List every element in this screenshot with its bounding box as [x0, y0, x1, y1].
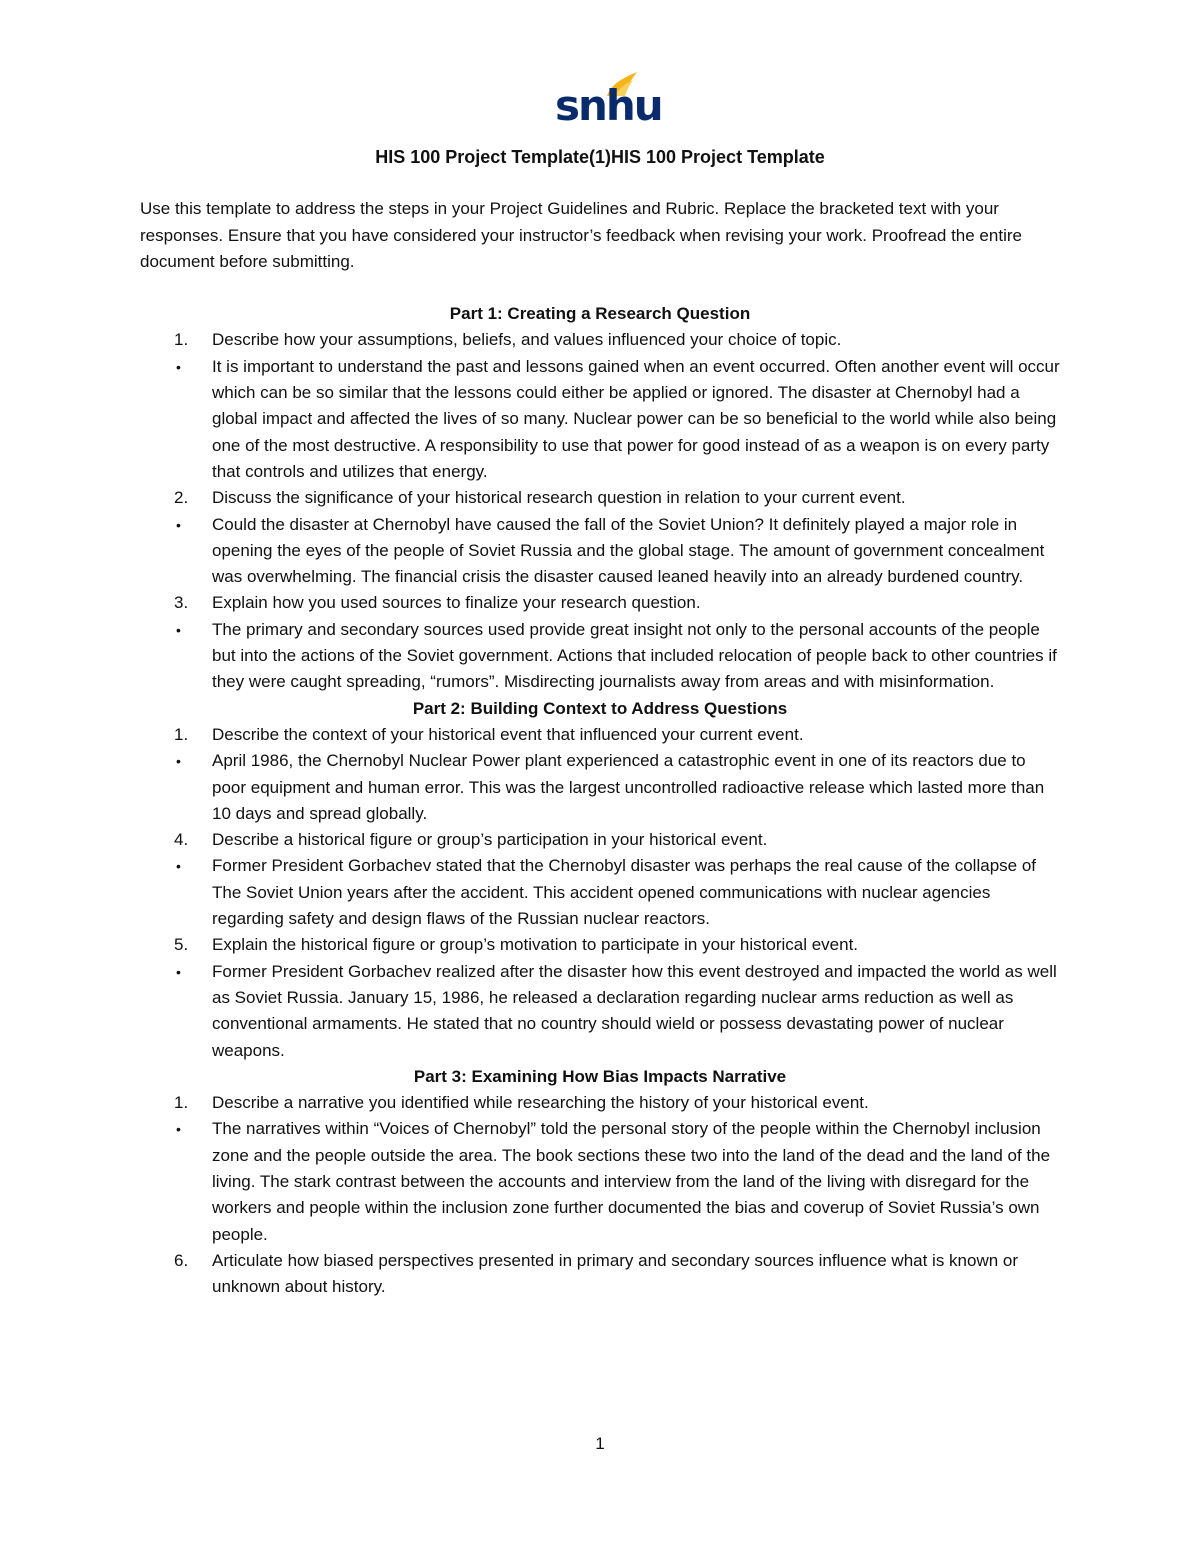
intro-paragraph: Use this template to address the steps in your Project Guidelines and Rubric. Replace the bracketed text with your responses. Ensure that you have considered your instructor’s feedback when revising your work. Proofread the entire document before submitting. [140, 199, 1022, 271]
list-number: 5. [174, 935, 189, 955]
list-number: 1. [174, 724, 189, 744]
list-number: 1. [174, 330, 189, 350]
part-heading: Part 1: Creating a Research Question [449, 304, 751, 324]
snhu-logo [555, 70, 662, 132]
list-item-text: Describe how your assumptions, beliefs, and values influenced your choice of topic. [212, 330, 842, 350]
list-item [140, 354, 1060, 485]
bullet-icon: • [176, 1121, 181, 1138]
list-item [140, 1248, 1060, 1301]
list-item [140, 827, 1060, 853]
list-item-text: It is important to understand the past and lessons gained when an event occurred. Often another event will occur which can be so similar that the lessons could either be applied or ignored. The disaster at Chernobyl had a global impact and affected the lives of so many. Nuclear power can be so beneficial to the world while also being one of the most destructive. A responsibility to use that power for good instead of as a weapon is on every party that controls and utilizes that energy. [212, 356, 1060, 481]
bullet-icon: • [176, 753, 181, 770]
part-heading: Part 3: Examining How Bias Impacts Narrative [413, 1066, 787, 1086]
list-item-text: April 1986, the Chernobyl Nuclear Power plant experienced a catastrophic event in one of its reactors due to poor equipment and human error. This was the largest uncontrolled radioactive release which lasted more than 10 days and spread globally. [212, 751, 1045, 823]
list-item-text: Describe a historical figure or group’s participation in your historical event. [212, 830, 768, 850]
list-number: 1. [174, 1093, 189, 1113]
list-item [140, 1090, 1060, 1116]
page-number: 1 [595, 1434, 605, 1453]
list-item-text: Discuss the significance of your historical research question in relation to your current event. [212, 488, 906, 508]
list-item [140, 512, 1060, 591]
part-3-section [140, 1064, 1060, 1301]
list-item [140, 617, 1060, 696]
document-title: HIS 100 Project Template(1)HIS 100 Project Template [375, 147, 825, 167]
document-body [140, 144, 1060, 1300]
list-item [140, 932, 1060, 958]
list-item [140, 722, 1060, 748]
list-item [140, 590, 1060, 616]
bullet-icon: • [176, 516, 181, 533]
part-2-section [140, 696, 1060, 1064]
list-number: 2. [174, 488, 189, 508]
list-item-text: Describe a narrative you identified while researching the history of your historical event. [212, 1093, 869, 1113]
list-item [140, 327, 1060, 353]
list-item-text: Articulate how biased perspectives presented in primary and secondary sources influence what is known or unknown about history. [212, 1250, 1019, 1297]
list-item [140, 748, 1060, 827]
list-item-text: Former President Gorbachev realized after the disaster how this event destroyed and impacted the world as well as Soviet Russia. January 15, 1986, he released a declaration regarding nuclear arms reduction as well as conventional armaments. He stated that no country should wield or possess devastating power of nuclear weapons. [212, 961, 1057, 1060]
list-item [140, 485, 1060, 511]
list-item-text: The primary and secondary sources used provide great insight not only to the personal accounts of the people but into the actions of the Soviet government. Actions that included relocation of people back to other countries if they were caught spreading, “rumors”. Misdirecting journalists away from areas and with misinformation. [212, 619, 1057, 692]
list-item-text: Could the disaster at Chernobyl have caused the fall of the Soviet Union? It definitely played a major role in opening the eyes of the people of Soviet Russia and the global stage. The amount of government concealment was overwhelming. The financial crisis the disaster caused leaned heavily into an already burdened country. [212, 514, 1045, 587]
bullet-icon: • [176, 358, 181, 375]
part-heading: Part 2: Building Context to Address Questions [412, 698, 788, 718]
list-item-text: Explain how you used sources to finalize your research question. [212, 593, 701, 613]
bullet-icon: • [176, 858, 181, 875]
list-item-text: The narratives within “Voices of Chernobyl” told the personal story of the people within the Chernobyl inclusion zone and the people outside the area. The book sections these two into the land of the dead and the land of the living. The stark contrast between the accounts and interview from the land of the living with disregard for the workers and people within the inclusion zone further documented the bias and coverup of Soviet Russia’s own people. [212, 1119, 1051, 1244]
list-number: 3. [174, 593, 189, 613]
list-item-text: Describe the context of your historical event that influenced your current event. [212, 724, 804, 744]
list-number: 6. [174, 1250, 189, 1270]
list-item [140, 853, 1060, 932]
list-item-text: Explain the historical figure or group’s motivation to participate in your historical event. [212, 935, 859, 955]
logo-wordmark: snhu [555, 81, 662, 130]
list-item-text: Former President Gorbachev stated that the Chernobyl disaster was perhaps the real cause of the collapse of The Soviet Union years after the accident. This accident opened communications with nuclear agencies regarding safety and design flaws of the Russian nuclear reactors. [212, 856, 1037, 929]
bullet-icon: • [176, 621, 181, 638]
part-1-section [140, 301, 1060, 695]
list-number: 4. [174, 830, 189, 850]
list-item [140, 1116, 1060, 1247]
bullet-icon: • [176, 963, 181, 980]
list-item [140, 959, 1060, 1064]
